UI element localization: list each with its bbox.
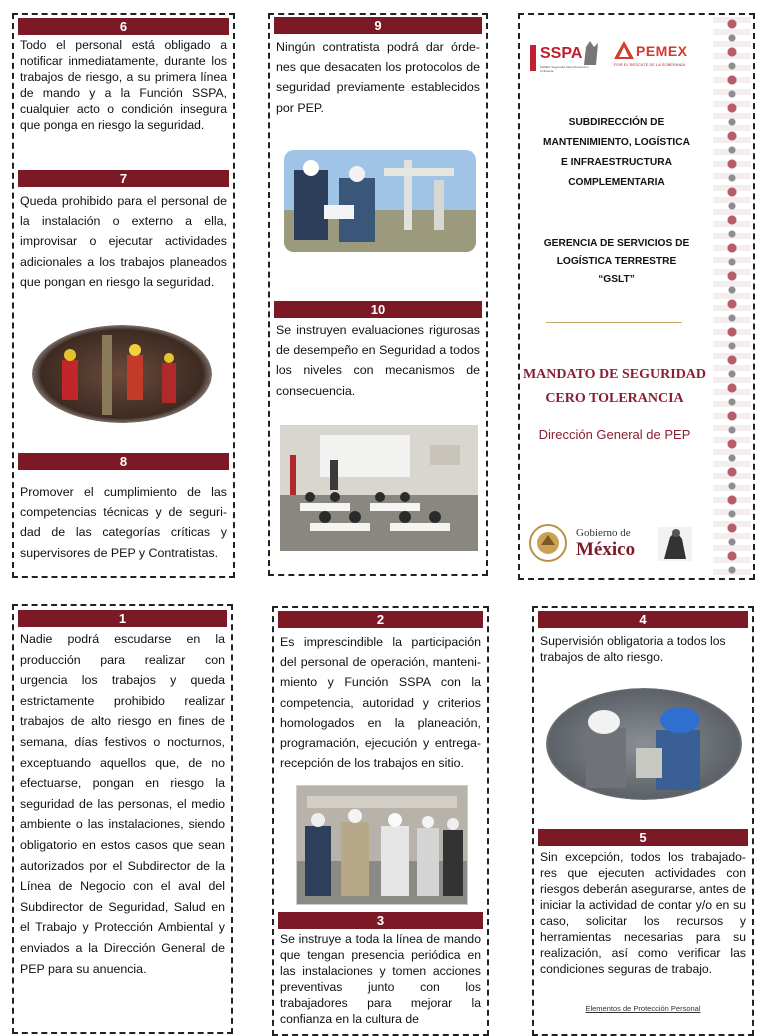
gerencia-line-1: GERENCIA DE SERVICIOS DE (543, 238, 690, 249)
mexico-text: México (576, 539, 636, 560)
section-text-2: Es imprescindible la participación del personal de operación, manteni-miento y Función SSPA con la competencia, autoridad y criterios homologados en la planeación, programación, ejecución y entrega-recepción de los trabajos en sitio. (280, 635, 481, 771)
pemex-slogan: POR EL RESCATE DE LA SOBERANÍA (614, 62, 686, 67)
subdireccion-line-2: MANTENIMIENTO, LOGÍSTICA (543, 137, 690, 148)
section-text-9: Ningún contratista podrá dar órde-nes que desacaten los protocolos de seguridad previamente establecidos por PEP. (276, 40, 480, 115)
mandato-line-2: CERO TOLERANCIA (545, 391, 684, 406)
sspa-logo-text: SSPA (540, 45, 583, 62)
training-room-photo (280, 425, 478, 551)
section-text-4: Supervisión obligatoria a todos los trabajos de alto riesgo. (540, 634, 726, 664)
direccion-subtitle: Dirección General de PEP (538, 427, 691, 442)
decorative-border (713, 17, 751, 576)
subdireccion-line-1: SUBDIRECCIÓN DE (568, 117, 665, 128)
gerencia-line-2: LOGÍSTICA TERRESTRE (556, 256, 677, 267)
subdireccion-line-3: E INFRAESTRUCTURA (561, 157, 672, 168)
gobierno-de-text: Gobierno de (576, 527, 631, 539)
sspa-logo-subtext: PEMEX Seguridad Salud Protección Ambiental (540, 65, 589, 73)
mandato-line-1: MANDATO DE SEGURIDAD (522, 367, 707, 382)
gobierno-logo (528, 521, 648, 565)
panel-bottom-middle (272, 606, 489, 1036)
fist-icon (580, 37, 602, 67)
gerencia-title (524, 235, 709, 289)
subdireccion-line-4: COMPLEMENTARIA (568, 177, 665, 188)
section-header-2: 2 (278, 611, 483, 628)
gerencia-line-3: “GSLT” (598, 274, 635, 285)
section-text-8: Promover el cumplimiento de las competencias técnicas y de seguri-dad de las categorías críticas y supervisores de PEP y Contratistas. (20, 485, 227, 560)
section-header-7: 7 (18, 170, 229, 187)
gold-divider (546, 322, 682, 323)
sspa-logo (530, 37, 600, 77)
section-text-5: Sin excepción, todos los trabajado-res que ejecuten actividades con riesgos deberán asegurarse, antes de iniciar la actividad de contar y/o en su caso, solicitar los recursos y herramientas necesarias para su realización, así como verificar las condiciones seguras de trabajo. (540, 850, 746, 976)
section-header-1: 1 (18, 610, 227, 627)
ppe-caption: Elementos de Protección Personal (585, 1004, 701, 1013)
cover-panel (518, 13, 755, 580)
panel-bottom-right (532, 606, 754, 1036)
section-text-6: Todo el personal está obligado a notificar inmediatamente, durante los trabajos de riesgo, a su primera línea de mando y a la Función SSPA, cualquier acto o condición insegura que ponga en riesgo la seguridad. (20, 38, 227, 132)
subdireccion-title (524, 113, 709, 193)
section-header-8: 8 (18, 453, 229, 470)
oil-pump-workers-photo (284, 150, 476, 252)
section-header-3: 3 (278, 912, 483, 929)
workers-helmets-photo (546, 688, 742, 800)
pemex-eagle-icon (614, 41, 634, 59)
mandato-title (520, 363, 709, 411)
section-header-10: 10 (274, 301, 482, 318)
panel-bottom-left (12, 604, 233, 1034)
section-text-3: Se instruye a toda la línea de mando que tengan presencia periódica en las instalaciones y tomen acciones preventivas junto con los trabajadores para mejorar la confianza en la cultura de (280, 932, 481, 1026)
section-header-6: 6 (18, 18, 229, 35)
section-text-7: Queda prohibido para el personal de la instalación o externo a ella, improvisar o ejecutar actividades adicionales a los trabajos planeados que pongan en riesgo la seguridad. (20, 194, 227, 289)
section-header-4: 4 (538, 611, 748, 628)
panel-top-middle (268, 13, 488, 576)
coat-of-arms-icon (528, 523, 568, 563)
supervisors-inspection-photo (296, 785, 468, 905)
panel-top-left (12, 13, 235, 578)
pemex-logo-text: PEMEX (636, 43, 688, 59)
pemex-logo (614, 41, 714, 81)
mural-figure-icon (656, 523, 694, 563)
section-header-5: 5 (538, 829, 748, 846)
section-text-10: Se instruyen evaluaciones rigurosas de desempeño en Seguridad a todos los niveles con mecanismos de consecuencia. (276, 323, 480, 398)
workers-drilling-photo (32, 325, 212, 423)
section-header-9: 9 (274, 17, 482, 34)
section-text-1: Nadie podrá escudarse en la producción para realizar con urgencia los trabajos y queda estrictamente prohibido realizar trabajos de alto riesgo en fines de semana, días festivos o nocturnos, exceptuando aquellos que, de no efectuarse, pongan en riesgo la seguridad de las personas, el medio ambiente o las instalaciones, siendo obligatorio en estos casos que sean autorizados por el Subdirector de la Línea de Negocio con el aval del Subdirector de Seguridad, Salud en el Trabajo y Protección Ambiental y enviados a la Dirección General de PEP para su anuencia. (20, 632, 225, 976)
